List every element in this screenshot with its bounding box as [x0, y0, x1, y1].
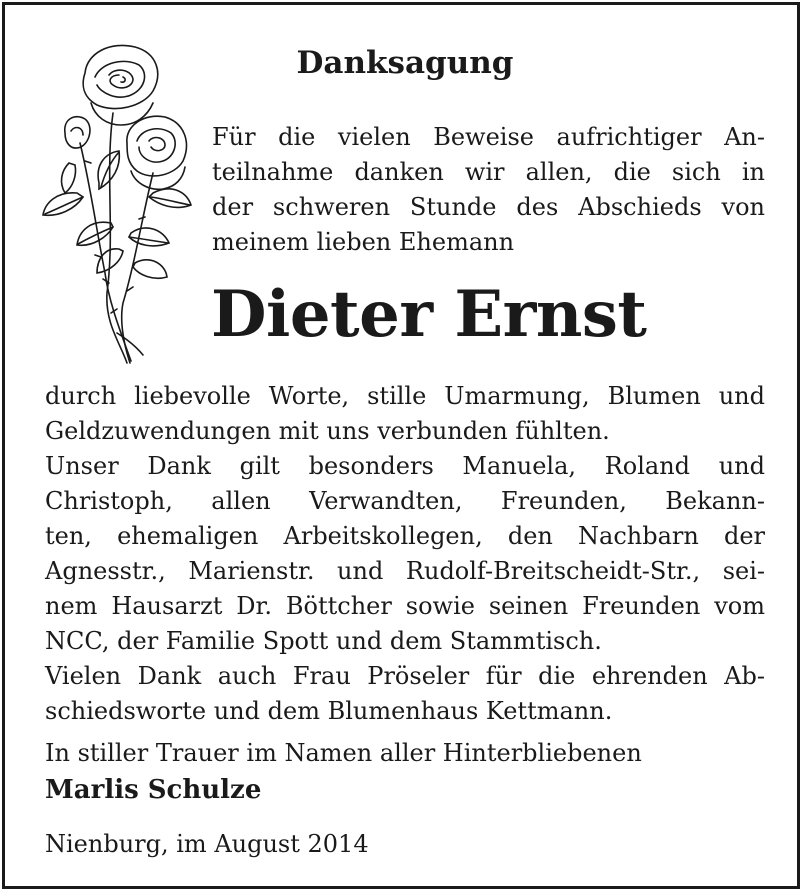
body-line: Unser Dank gilt besonders Manuela, Roland und — [45, 452, 765, 480]
intro-line: Für die vielen Beweise aufrichtiger An- — [212, 123, 765, 151]
body-line: nem Hausarzt Dr. Böttcher sowie seinen Freunden vom — [45, 592, 765, 620]
roses-illustration — [35, 33, 200, 368]
intro-line: meinem lieben Ehemann — [212, 228, 515, 256]
body-line: Vielen Dank auch Frau Pröseler für die ehrenden Ab- — [45, 662, 765, 690]
mourning-line: In stiller Trauer im Namen aller Hinterbliebenen — [45, 739, 642, 767]
body-line: ten, ehemaligen Arbeitskollegen, den Nachbarn der — [45, 522, 765, 550]
notice-frame — [2, 2, 800, 889]
place-date: Nienburg, im August 2014 — [45, 830, 369, 858]
body-line: Christoph, allen Verwandten, Freunden, Bekann- — [45, 487, 765, 515]
intro-line: teilnahme danken wir allen, die sich in — [212, 158, 765, 186]
body-line: Geldzuwendungen mit uns verbunden fühlten. — [45, 417, 610, 445]
signer-name: Marlis Schulze — [45, 775, 262, 805]
intro-line: der schweren Stunde des Abschieds von — [212, 193, 765, 221]
intro-paragraph — [212, 120, 765, 260]
notice-heading: Danksagung — [296, 45, 514, 81]
body-line: Agnesstr., Marienstr. und Rudolf-Breitscheidt-Str., sei- — [45, 557, 765, 585]
deceased-name: Dieter Ernst — [211, 277, 647, 352]
body-line: durch liebevolle Worte, stille Umarmung, Blumen und — [45, 382, 765, 410]
body-line: NCC, der Familie Spott und dem Stammtisch. — [45, 627, 602, 655]
body-line: schiedsworte und dem Blumenhaus Kettmann. — [45, 697, 613, 725]
body-paragraph — [45, 379, 765, 729]
